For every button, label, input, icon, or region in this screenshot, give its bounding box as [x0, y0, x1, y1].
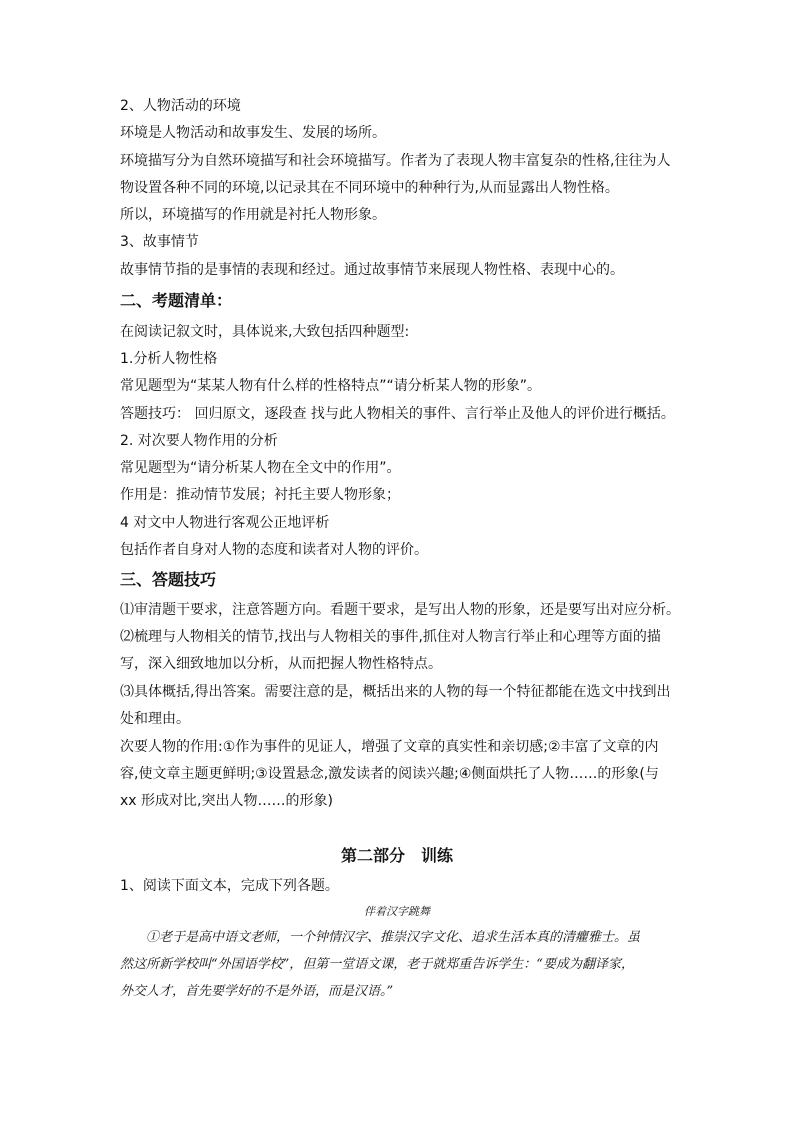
- paragraph-line: ⑴审清题干要求，注意答题方向。看题干要求，是写出人物的形象，还是要写出对应分析。: [120, 602, 680, 618]
- subheading-plot: 3、故事情节: [120, 234, 199, 250]
- paragraph-line: 处和理由。: [120, 711, 190, 727]
- paragraph-line: 环境是人物活动和故事发生、发展的场所。: [120, 125, 386, 141]
- list-item: 2. 对次要人物作用的分析: [120, 433, 278, 449]
- section-heading-answer-skills: 三、答题技巧: [120, 570, 217, 589]
- paragraph-line: 常见题型为“请分析某人物在全文中的作用”。: [120, 460, 401, 476]
- section-heading-exam-list: 二、考题清单：: [120, 291, 233, 310]
- story-paragraph-line: ①老于是高中语文老师，一个钟情汉字、推崇汉字文化、追求生活本真的清癯雅士。虽: [146, 930, 641, 945]
- paragraph-line: 在阅读记叙文时，具体说来,大致包括四种题型:: [120, 324, 410, 340]
- paragraph-line: 所以，环境描写的作用就是衬托人物形象。: [120, 207, 386, 223]
- paragraph-line: 写，深入细致地加以分析，从而把握人物性格特点。: [120, 656, 442, 672]
- paragraph-line: ⑵梳理与人物相关的情节,找出与人物相关的事件,抓住对人物言行举止和心理等方面的描: [120, 629, 661, 645]
- subheading-environment: 2、人物活动的环境: [120, 98, 241, 114]
- paragraph-line: xx 形成对比,突出人物……的形象): [120, 793, 333, 809]
- paragraph-line: 答题技巧： 回归原文，逐段查 找与此人物相关的事件、言行举止及他人的评价进行概括。: [120, 406, 675, 422]
- story-paragraph-line: 外交人才，首先要学好的不是外语，而是汉语。”: [120, 984, 394, 999]
- story-paragraph-line: 然这所新学校叫“外国语学校”，但第一堂语文课，老于就郑重告诉学生：“要成为翻译家，: [120, 957, 634, 972]
- paragraph-line: 容,使文章主题更鲜明;③设置悬念,激发读者的阅读兴趣;④侧面烘托了人物……的形象(与: [120, 766, 659, 782]
- paragraph-line: 故事情节指的是事情的表现和经过。通过故事情节来展现人物性格、表现中心的。: [120, 262, 624, 278]
- list-item: 1.分析人物性格: [120, 351, 218, 367]
- paragraph-line: 包括作者自身对人物的态度和读者对人物的评价。: [120, 542, 428, 558]
- story-title: 伴着汉字跳舞: [364, 905, 430, 918]
- paragraph-line: 常见题型为“某某人物有什么样的性格特点”“请分析某人物的形象”。: [120, 378, 542, 394]
- paragraph-line: 作用是：推动情节发展；衬托主要人物形象；: [120, 487, 400, 503]
- question-instruction: 1、阅读下面文本，完成下列各题。: [120, 878, 339, 894]
- list-item: 4 对文中人物进行客观公正地评析: [120, 515, 330, 531]
- paragraph-line: ⑶具体概括,得出答案。需要注意的是，概括出来的人物的每一个特征都能在选文中找到出: [120, 684, 671, 700]
- paragraph-line: 物设置各种不同的环境,以记录其在不同环境中的种种行为,从而显露出人物性格。: [120, 180, 619, 196]
- part-title: 第二部分 训练: [340, 846, 453, 865]
- paragraph-line: 次要人物的作用:①作为事件的见证人，增强了文章的真实性和亲切感;②丰富了文章的内: [120, 739, 659, 755]
- paragraph-line: 环境描写分为自然环境描写和社会环境描写。作者为了表现人物丰富复杂的性格,往往为人: [120, 153, 671, 169]
